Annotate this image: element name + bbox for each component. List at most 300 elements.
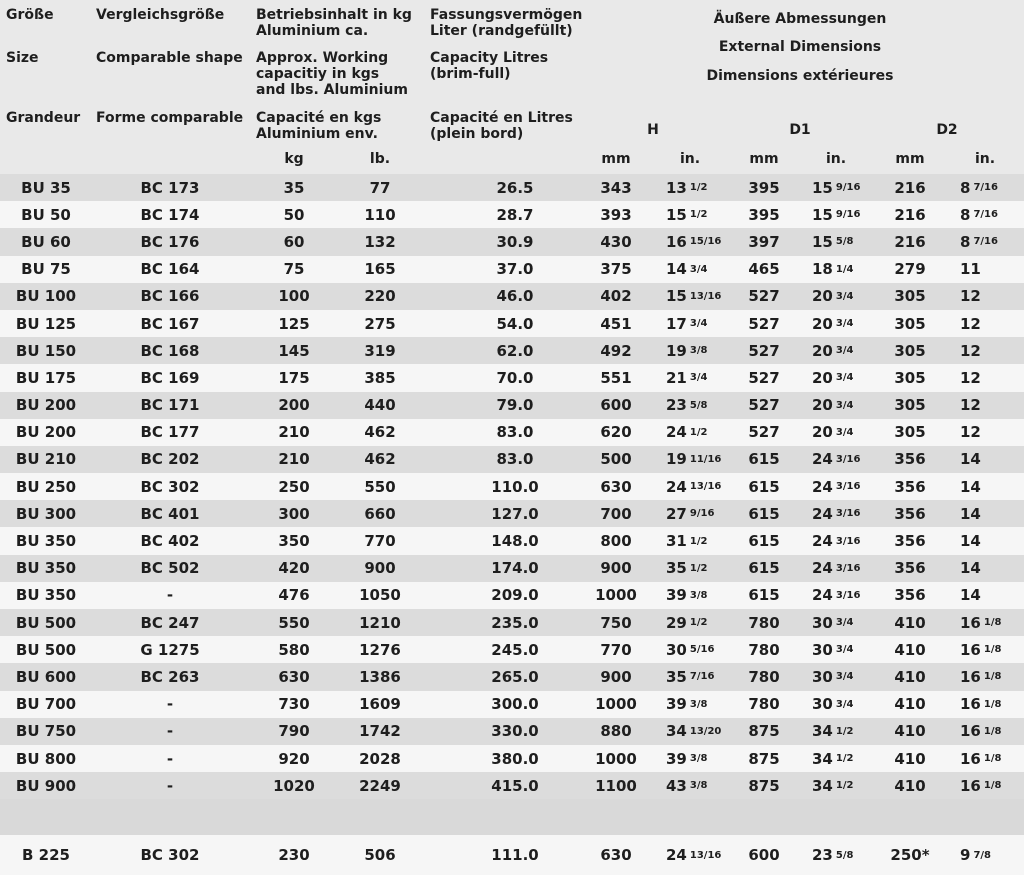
cell-lb: 462 bbox=[364, 423, 396, 442]
cell-comparable-shape: BC 164 bbox=[140, 260, 200, 279]
cell-h-in-fraction: 3/8 bbox=[689, 698, 708, 710]
header-unit-d2-in: in. bbox=[974, 151, 996, 167]
cell-d1-in-fraction: 3/4 bbox=[835, 372, 854, 384]
table-row bbox=[0, 364, 1024, 391]
table-row bbox=[0, 201, 1024, 228]
cell-litres: 148.0 bbox=[491, 532, 539, 551]
cell-d2-in bbox=[960, 446, 1022, 473]
cell-d2-in bbox=[960, 364, 1022, 391]
cell-kg: 200 bbox=[278, 396, 310, 415]
cell-d1-mm: 875 bbox=[748, 722, 780, 741]
cell-h-mm: 430 bbox=[600, 232, 632, 251]
table-row bbox=[0, 473, 1024, 500]
cell-lb: 770 bbox=[364, 532, 396, 551]
cell-d2-mm: 356 bbox=[894, 559, 926, 578]
cell-litres: 110.0 bbox=[491, 477, 539, 496]
cell-h-in-fraction: 13/16 bbox=[689, 849, 722, 861]
cell-lb: 77 bbox=[369, 178, 391, 197]
cell-d2-in-whole: 16 bbox=[960, 613, 981, 632]
cell-d1-in-fraction: 3/4 bbox=[835, 617, 854, 629]
cell-h-in bbox=[666, 582, 746, 609]
cell-d2-in-whole: 16 bbox=[960, 695, 981, 714]
table-row bbox=[0, 337, 1024, 364]
cell-d1-in-fraction: 3/16 bbox=[835, 481, 861, 493]
cell-size: BU 60 bbox=[21, 232, 71, 251]
cell-d2-in-whole: 12 bbox=[960, 368, 981, 387]
cell-d1-in-whole: 20 bbox=[812, 314, 833, 333]
cell-h-in-fraction: 3/8 bbox=[689, 753, 708, 765]
table-row bbox=[0, 310, 1024, 337]
cell-d1-in bbox=[812, 256, 888, 283]
cell-d2-mm: 356 bbox=[894, 532, 926, 551]
cell-d1-mm: 527 bbox=[748, 287, 780, 306]
table-row bbox=[0, 745, 1024, 772]
cell-d2-in bbox=[960, 772, 1022, 799]
table-row bbox=[0, 283, 1024, 310]
cell-h-mm: 1000 bbox=[595, 586, 637, 605]
cell-h-in-whole: 27 bbox=[666, 504, 687, 523]
cell-d1-in-whole: 15 bbox=[812, 205, 833, 224]
cell-d1-in-fraction: 3/16 bbox=[835, 535, 861, 547]
table-row bbox=[0, 636, 1024, 663]
cell-d2-in-whole: 16 bbox=[960, 776, 981, 795]
cell-d2-mm: 305 bbox=[894, 341, 926, 360]
cell-d1-mm: 527 bbox=[748, 314, 780, 333]
cell-d1-in bbox=[812, 419, 888, 446]
cell-d2-in bbox=[960, 310, 1022, 337]
cell-h-mm: 1000 bbox=[595, 749, 637, 768]
cell-comparable-shape: - bbox=[166, 776, 174, 795]
cell-h-in-whole: 19 bbox=[666, 450, 687, 469]
cell-h-in bbox=[666, 527, 746, 554]
cell-d1-in-fraction: 5/8 bbox=[835, 236, 854, 248]
cell-d1-in bbox=[812, 310, 888, 337]
table-header bbox=[0, 0, 1024, 174]
cell-d2-in bbox=[960, 527, 1022, 554]
table-row-b225 bbox=[0, 835, 1024, 875]
cell-kg: 210 bbox=[278, 423, 310, 442]
cell-d1-in bbox=[812, 283, 888, 310]
cell-d1-mm: 527 bbox=[748, 368, 780, 387]
cell-comparable-shape: BC 166 bbox=[140, 287, 200, 306]
cell-d1-in-whole: 15 bbox=[812, 178, 833, 197]
cell-h-mm: 900 bbox=[600, 667, 632, 686]
header-capacity-fr-1: Capacité en kgs bbox=[256, 110, 382, 126]
table-row bbox=[0, 555, 1024, 582]
cell-d2-in bbox=[960, 582, 1022, 609]
cell-size: BU 350 bbox=[15, 586, 77, 605]
cell-d1-in bbox=[812, 228, 888, 255]
cell-kg: 145 bbox=[278, 341, 310, 360]
cell-d2-mm: 410 bbox=[894, 613, 926, 632]
cell-d1-in-fraction: 3/16 bbox=[835, 453, 861, 465]
cell-h-in-whole: 39 bbox=[666, 695, 687, 714]
cell-h-mm: 630 bbox=[600, 477, 632, 496]
cell-h-in-fraction: 13/20 bbox=[689, 725, 722, 737]
cell-h-in-whole: 24 bbox=[666, 423, 687, 442]
header-shape-de: Vergleichsgröße bbox=[96, 7, 225, 23]
cell-d2-in-fraction: 1/8 bbox=[983, 753, 1002, 765]
cell-d1-in-fraction: 3/4 bbox=[835, 698, 854, 710]
cell-d1-in-fraction: 3/4 bbox=[835, 426, 854, 438]
cell-comparable-shape: BC 263 bbox=[140, 667, 200, 686]
cell-d2-mm: 356 bbox=[894, 450, 926, 469]
cell-comparable-shape: BC 247 bbox=[140, 613, 200, 632]
table-row bbox=[0, 663, 1024, 690]
cell-h-in-fraction: 1/2 bbox=[689, 182, 708, 194]
cell-d2-mm: 305 bbox=[894, 287, 926, 306]
cell-h-in-whole: 39 bbox=[666, 749, 687, 768]
cell-h-in-whole: 39 bbox=[666, 586, 687, 605]
cell-comparable-shape: BC 177 bbox=[140, 423, 200, 442]
cell-d1-in-whole: 34 bbox=[812, 722, 833, 741]
cell-litres: 79.0 bbox=[496, 396, 534, 415]
cell-d2-in-whole: 8 bbox=[960, 178, 971, 197]
cell-size: BU 200 bbox=[15, 396, 77, 415]
cell-lb: 2249 bbox=[359, 776, 401, 795]
cell-litres: 30.9 bbox=[496, 232, 534, 251]
table-row bbox=[0, 609, 1024, 636]
cell-h-in-fraction: 1/2 bbox=[689, 617, 708, 629]
cell-d1-mm: 875 bbox=[748, 749, 780, 768]
cell-comparable-shape: BC 167 bbox=[140, 314, 200, 333]
cell-h-mm: 750 bbox=[600, 613, 632, 632]
cell-lb: 319 bbox=[364, 341, 396, 360]
cell-h-mm: 375 bbox=[600, 260, 632, 279]
cell-d2-in-whole: 16 bbox=[960, 667, 981, 686]
cell-h-in-whole: 29 bbox=[666, 613, 687, 632]
cell-h-in bbox=[666, 718, 746, 745]
cell-h-in-fraction: 1/2 bbox=[689, 562, 708, 574]
cell-lb: 275 bbox=[364, 314, 396, 333]
cell-d1-in-fraction: 3/4 bbox=[835, 318, 854, 330]
cell-d2-in-fraction: 1/8 bbox=[983, 698, 1002, 710]
cell-d1-in-whole: 24 bbox=[812, 504, 833, 523]
cell-d1-in-fraction: 9/16 bbox=[835, 182, 861, 194]
cell-d1-in-fraction: 9/16 bbox=[835, 209, 861, 221]
cell-d2-in-fraction: 1/8 bbox=[983, 780, 1002, 792]
cell-kg: 476 bbox=[278, 586, 310, 605]
cell-d1-in-fraction: 3/16 bbox=[835, 562, 861, 574]
cell-d1-in-fraction: 3/16 bbox=[835, 589, 861, 601]
table-row bbox=[0, 772, 1024, 799]
cell-h-mm: 800 bbox=[600, 532, 632, 551]
cell-d2-in bbox=[960, 337, 1022, 364]
header-litres-fr-1: Capacité en Litres bbox=[430, 110, 573, 126]
cell-d1-in-fraction: 3/4 bbox=[835, 399, 854, 411]
cell-d2-in bbox=[960, 201, 1022, 228]
cell-kg: 35 bbox=[283, 178, 305, 197]
cell-kg: 550 bbox=[278, 613, 310, 632]
header-litres-fr-2: (plein bord) bbox=[430, 126, 524, 142]
table-row bbox=[0, 256, 1024, 283]
header-capacity-en-2: capacitiy in kgs bbox=[256, 66, 380, 82]
cell-d1-in-whole: 34 bbox=[812, 749, 833, 768]
cell-h-in bbox=[666, 419, 746, 446]
cell-h-in bbox=[666, 609, 746, 636]
cell-kg: 1020 bbox=[273, 776, 315, 795]
header-litres-en-2: (brim-full) bbox=[430, 66, 511, 82]
cell-d2-in bbox=[960, 473, 1022, 500]
cell-d2-in-fraction: 7/8 bbox=[973, 849, 992, 861]
cell-d1-in-whole: 24 bbox=[812, 586, 833, 605]
header-size-de: Größe bbox=[6, 7, 54, 23]
cell-comparable-shape: - bbox=[166, 695, 174, 714]
cell-kg: 300 bbox=[278, 504, 310, 523]
cell-litres: 37.0 bbox=[496, 260, 534, 279]
cell-size: BU 250 bbox=[15, 477, 77, 496]
cell-h-in-whole: 34 bbox=[666, 722, 687, 741]
cell-comparable-shape: BC 169 bbox=[140, 368, 200, 387]
cell-d2-in-fraction: 1/8 bbox=[983, 644, 1002, 656]
table-row bbox=[0, 691, 1024, 718]
cell-d1-in-fraction: 1/4 bbox=[835, 263, 854, 275]
cell-d1-in bbox=[812, 835, 888, 875]
cell-d2-mm: 410 bbox=[894, 667, 926, 686]
cell-d1-in-whole: 20 bbox=[812, 396, 833, 415]
header-unit-d1-mm: mm bbox=[749, 151, 779, 167]
table-row bbox=[0, 419, 1024, 446]
cell-litres: 46.0 bbox=[496, 287, 534, 306]
header-shape-fr: Forme comparable bbox=[96, 110, 244, 126]
cell-d1-in bbox=[812, 718, 888, 745]
cell-d1-in-whole: 24 bbox=[812, 477, 833, 496]
cell-size: BU 100 bbox=[15, 287, 77, 306]
cell-comparable-shape: - bbox=[166, 749, 174, 768]
cell-h-in-fraction: 11/16 bbox=[689, 453, 722, 465]
cell-d1-in-fraction: 5/8 bbox=[835, 849, 854, 861]
cell-d1-mm: 527 bbox=[748, 341, 780, 360]
cell-lb: 900 bbox=[364, 559, 396, 578]
cell-d2-mm: 356 bbox=[894, 477, 926, 496]
cell-h-in bbox=[666, 310, 746, 337]
cell-h-in-whole: 17 bbox=[666, 314, 687, 333]
cell-d1-in-whole: 30 bbox=[812, 613, 833, 632]
cell-lb: 660 bbox=[364, 504, 396, 523]
cell-comparable-shape: BC 402 bbox=[140, 532, 200, 551]
cell-d1-in-whole: 20 bbox=[812, 423, 833, 442]
cell-size: BU 500 bbox=[15, 613, 77, 632]
cell-lb: 1210 bbox=[359, 613, 401, 632]
cell-d1-in-whole: 15 bbox=[812, 232, 833, 251]
cell-lb: 220 bbox=[364, 287, 396, 306]
cell-comparable-shape: BC 202 bbox=[140, 450, 200, 469]
table-row bbox=[0, 174, 1024, 201]
cell-d1-mm: 615 bbox=[748, 450, 780, 469]
cell-h-in bbox=[666, 256, 746, 283]
cell-litres: 245.0 bbox=[491, 640, 539, 659]
header-litres-de-2: Liter (randgefüllt) bbox=[430, 23, 573, 39]
table-row bbox=[0, 228, 1024, 255]
cell-d1-mm: 465 bbox=[748, 260, 780, 279]
cell-litres: 70.0 bbox=[496, 368, 534, 387]
cell-d2-in-fraction: 1/8 bbox=[983, 725, 1002, 737]
cell-d1-mm: 615 bbox=[748, 504, 780, 523]
cell-h-mm: 402 bbox=[600, 287, 632, 306]
header-capacity-fr-2: Aluminium env. bbox=[256, 126, 378, 142]
cell-litres: 62.0 bbox=[496, 341, 534, 360]
cell-size: BU 750 bbox=[15, 722, 77, 741]
cell-d2-in-whole: 14 bbox=[960, 532, 981, 551]
cell-d2-mm: 410 bbox=[894, 722, 926, 741]
cell-size: BU 900 bbox=[15, 776, 77, 795]
cell-size: BU 50 bbox=[21, 205, 71, 224]
header-litres-de-1: Fassungsvermögen bbox=[430, 7, 583, 23]
cell-size: BU 500 bbox=[15, 640, 77, 659]
cell-d2-in-whole: 12 bbox=[960, 341, 981, 360]
cell-comparable-shape: BC 171 bbox=[140, 396, 200, 415]
header-capacity-en-3: and lbs. Aluminium bbox=[256, 82, 408, 98]
cell-d1-mm: 780 bbox=[748, 613, 780, 632]
cell-litres: 330.0 bbox=[491, 722, 539, 741]
cell-lb: 1386 bbox=[359, 667, 401, 686]
cell-lb: 550 bbox=[364, 477, 396, 496]
cell-h-in-whole: 19 bbox=[666, 341, 687, 360]
cell-litres: 111.0 bbox=[491, 846, 539, 865]
cell-d1-mm: 615 bbox=[748, 559, 780, 578]
cell-d1-in-whole: 24 bbox=[812, 559, 833, 578]
header-capacity-de-2: Aluminium ca. bbox=[256, 23, 369, 39]
cell-h-mm: 700 bbox=[600, 504, 632, 523]
cell-d1-mm: 615 bbox=[748, 532, 780, 551]
cell-kg: 60 bbox=[283, 232, 305, 251]
cell-d2-in bbox=[960, 419, 1022, 446]
cell-lb: 1276 bbox=[359, 640, 401, 659]
cell-comparable-shape: BC 502 bbox=[140, 559, 200, 578]
cell-d2-mm: 216 bbox=[894, 232, 926, 251]
cell-d2-mm: 250* bbox=[890, 846, 930, 865]
cell-h-in bbox=[666, 636, 746, 663]
cell-d1-in-whole: 18 bbox=[812, 260, 833, 279]
cell-h-mm: 393 bbox=[600, 205, 632, 224]
cell-h-in-fraction: 9/16 bbox=[689, 508, 715, 520]
cell-h-in-fraction: 13/16 bbox=[689, 481, 722, 493]
header-group-d2: D2 bbox=[936, 122, 958, 138]
cell-d1-in-whole: 20 bbox=[812, 368, 833, 387]
cell-h-in-fraction: 7/16 bbox=[689, 671, 715, 683]
cell-d1-in bbox=[812, 473, 888, 500]
cell-kg: 920 bbox=[278, 749, 310, 768]
cell-kg: 420 bbox=[278, 559, 310, 578]
cell-d1-in-fraction: 1/2 bbox=[835, 725, 854, 737]
table-body bbox=[0, 174, 1024, 875]
cell-d1-mm: 780 bbox=[748, 667, 780, 686]
cell-d1-in bbox=[812, 446, 888, 473]
cell-h-in-fraction: 1/2 bbox=[689, 209, 708, 221]
cell-h-in-whole: 35 bbox=[666, 559, 687, 578]
cell-h-in bbox=[666, 392, 746, 419]
cell-h-in-fraction: 13/16 bbox=[689, 290, 722, 302]
cell-h-in-whole: 21 bbox=[666, 368, 687, 387]
cell-h-in bbox=[666, 745, 746, 772]
cell-litres: 54.0 bbox=[496, 314, 534, 333]
cell-d1-in-whole: 30 bbox=[812, 695, 833, 714]
header-shape-en: Comparable shape bbox=[96, 50, 243, 66]
cell-d2-in bbox=[960, 609, 1022, 636]
cell-kg: 580 bbox=[278, 640, 310, 659]
cell-lb: 462 bbox=[364, 450, 396, 469]
header-group-h: H bbox=[647, 122, 659, 138]
cell-d2-in-whole: 16 bbox=[960, 722, 981, 741]
cell-d2-in bbox=[960, 283, 1022, 310]
cell-d2-in-whole: 16 bbox=[960, 749, 981, 768]
cell-d1-in bbox=[812, 555, 888, 582]
cell-d2-mm: 279 bbox=[894, 260, 926, 279]
cell-d2-in-whole: 8 bbox=[960, 232, 971, 251]
cell-size: BU 700 bbox=[15, 695, 77, 714]
cell-h-in-whole: 30 bbox=[666, 640, 687, 659]
cell-d1-mm: 395 bbox=[748, 205, 780, 224]
cell-d1-in-fraction: 1/2 bbox=[835, 753, 854, 765]
cell-litres: 380.0 bbox=[491, 749, 539, 768]
cell-d1-in-whole: 23 bbox=[812, 846, 833, 865]
cell-kg: 175 bbox=[278, 368, 310, 387]
cell-lb: 1609 bbox=[359, 695, 401, 714]
cell-d2-in-whole: 12 bbox=[960, 423, 981, 442]
cell-d2-mm: 410 bbox=[894, 695, 926, 714]
cell-h-in bbox=[666, 228, 746, 255]
cell-size: BU 350 bbox=[15, 532, 77, 551]
cell-h-in bbox=[666, 364, 746, 391]
cell-size: BU 300 bbox=[15, 504, 77, 523]
header-dims-en: External Dimensions bbox=[718, 39, 882, 55]
cell-d2-in-fraction: 7/16 bbox=[973, 182, 998, 194]
cell-d2-in-whole: 14 bbox=[960, 559, 981, 578]
cell-comparable-shape: BC 174 bbox=[140, 205, 200, 224]
cell-lb: 1742 bbox=[359, 722, 401, 741]
table-row bbox=[0, 392, 1024, 419]
cell-d2-in bbox=[960, 745, 1022, 772]
cell-h-mm: 551 bbox=[600, 368, 632, 387]
cell-d1-in bbox=[812, 337, 888, 364]
cell-d2-in bbox=[960, 691, 1022, 718]
cell-h-in bbox=[666, 691, 746, 718]
cell-litres: 83.0 bbox=[496, 450, 534, 469]
cell-d1-in-fraction: 3/4 bbox=[835, 345, 854, 357]
cell-d1-in bbox=[812, 582, 888, 609]
cell-d1-mm: 527 bbox=[748, 423, 780, 442]
cell-d2-in bbox=[960, 174, 1022, 201]
cell-h-in-fraction: 3/8 bbox=[689, 345, 708, 357]
table-row bbox=[0, 582, 1024, 609]
cell-h-in bbox=[666, 835, 746, 875]
cell-h-in-fraction: 5/8 bbox=[689, 399, 708, 411]
table-row bbox=[0, 527, 1024, 554]
cell-h-in-fraction: 3/8 bbox=[689, 780, 708, 792]
cell-d2-mm: 305 bbox=[894, 368, 926, 387]
cell-comparable-shape: BC 302 bbox=[140, 477, 200, 496]
header-unit-h-in: in. bbox=[679, 151, 701, 167]
cell-lb: 385 bbox=[364, 368, 396, 387]
cell-d2-mm: 216 bbox=[894, 205, 926, 224]
cell-h-mm: 600 bbox=[600, 396, 632, 415]
cell-d2-in-fraction: 1/8 bbox=[983, 671, 1002, 683]
cell-kg: 125 bbox=[278, 314, 310, 333]
cell-d2-mm: 410 bbox=[894, 776, 926, 795]
cell-litres: 127.0 bbox=[491, 504, 539, 523]
cell-h-mm: 343 bbox=[600, 178, 632, 197]
cell-litres: 83.0 bbox=[496, 423, 534, 442]
cell-d1-in bbox=[812, 364, 888, 391]
cell-d1-in-whole: 24 bbox=[812, 532, 833, 551]
cell-h-in bbox=[666, 473, 746, 500]
cell-h-in bbox=[666, 500, 746, 527]
header-unit-d1-in: in. bbox=[825, 151, 847, 167]
cell-d2-mm: 216 bbox=[894, 178, 926, 197]
cell-litres: 235.0 bbox=[491, 613, 539, 632]
cell-d1-in-whole: 20 bbox=[812, 341, 833, 360]
cell-d1-in bbox=[812, 201, 888, 228]
